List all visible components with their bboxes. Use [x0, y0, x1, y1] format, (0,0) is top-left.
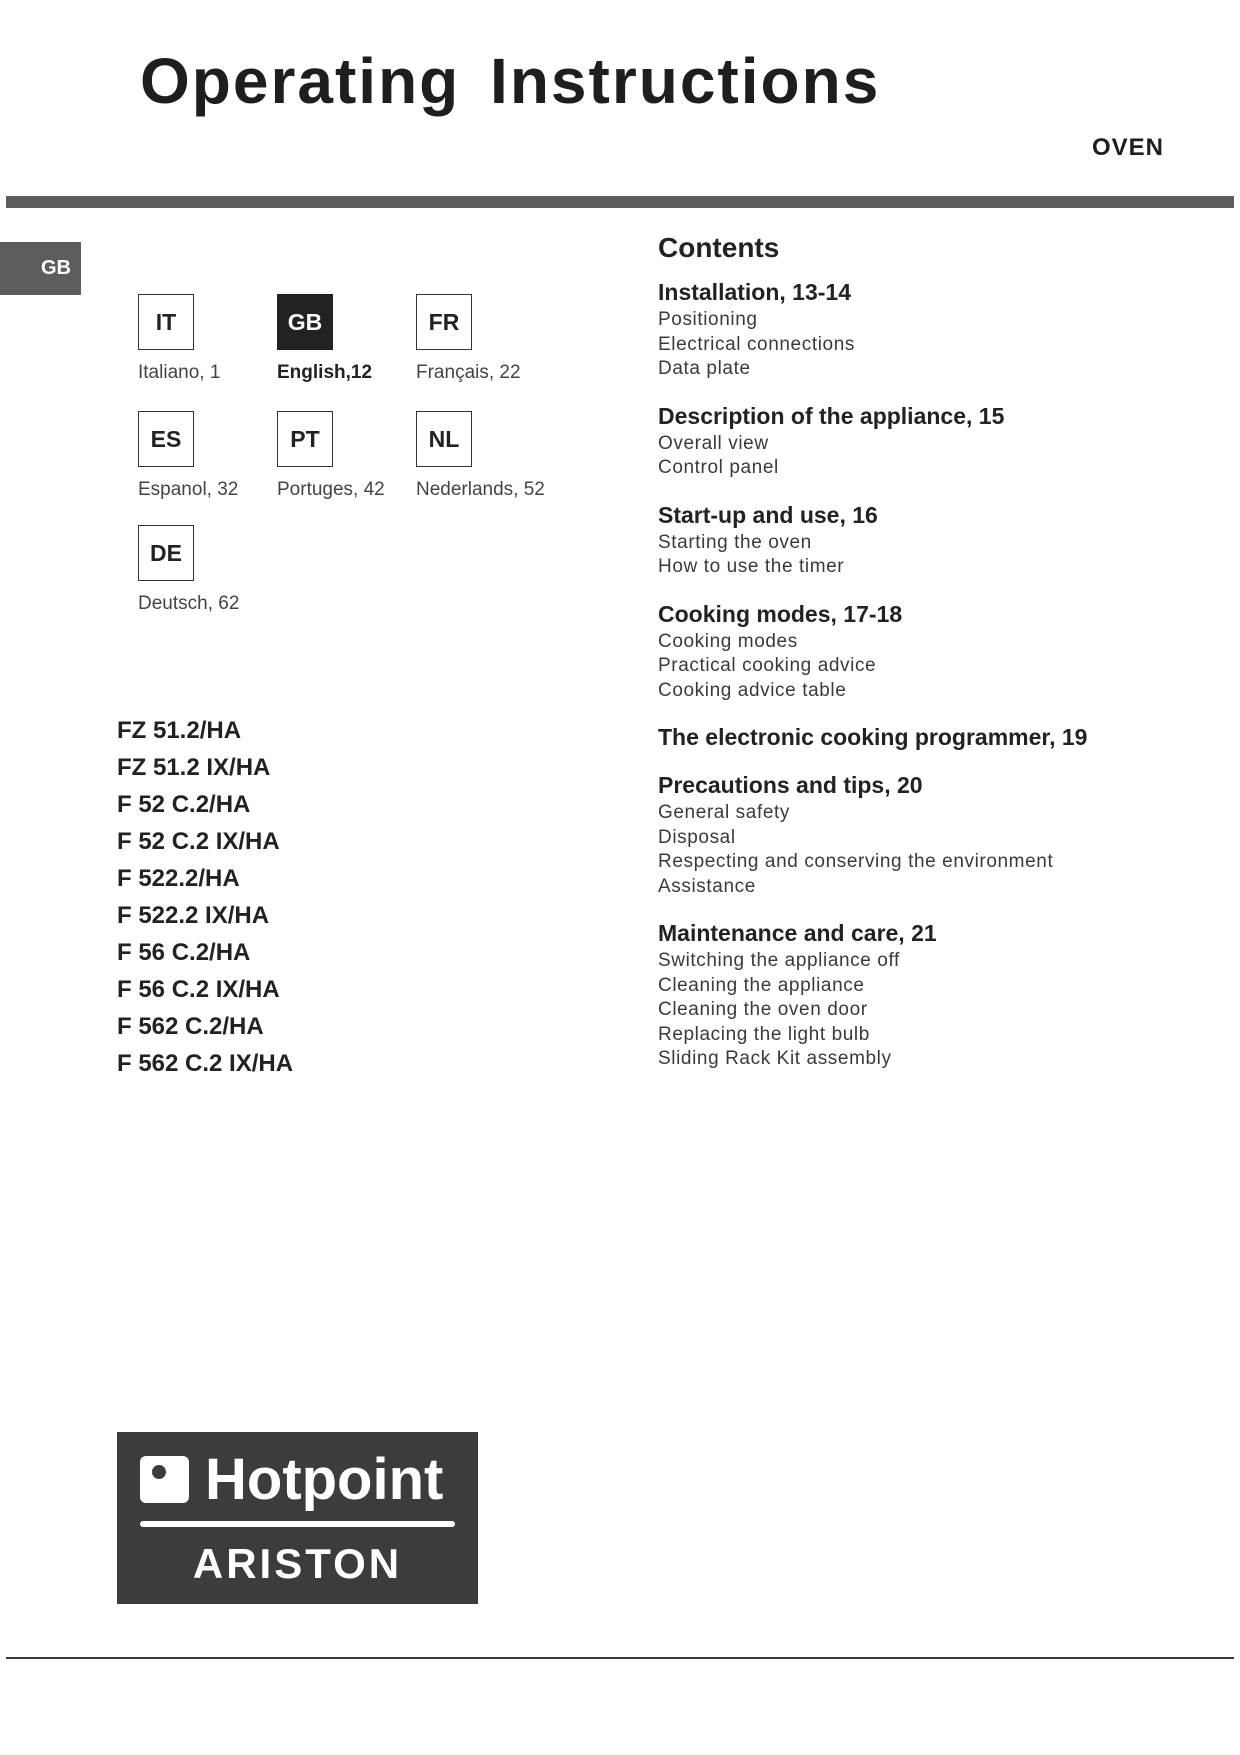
language-item-pt[interactable] [277, 411, 417, 501]
product-label: OVEN [1091, 134, 1164, 161]
toc-item[interactable]: Switching the appliance off [658, 950, 900, 971]
toc-section-title[interactable]: Cooking modes, 17-18 [658, 600, 903, 627]
model-number: F 522.2 IX/HA [117, 902, 270, 929]
toc-item[interactable]: Cleaning the appliance [658, 974, 865, 996]
hotpoint-ariston-logo [117, 1432, 478, 1604]
toc-item[interactable]: Cleaning the oven door [658, 999, 868, 1020]
toc-item[interactable]: Electrical connections [658, 333, 855, 355]
hotpoint-mark-icon [140, 1456, 189, 1503]
toc-item[interactable]: Overall view [658, 432, 769, 454]
language-side-tab-label: GB [41, 257, 71, 279]
language-code-box: GB [277, 294, 333, 350]
toc-section-programmer [658, 723, 1218, 751]
toc-section-startup [658, 501, 1218, 580]
logo-brand-text: Hotpoint [205, 1447, 444, 1512]
toc-item[interactable]: Cooking advice table [658, 679, 847, 701]
language-label: Français, 22 [416, 362, 521, 383]
language-label: Nederlands, 52 [416, 479, 545, 500]
language-code-box: NL [416, 411, 472, 467]
toc-item[interactable]: Respecting and conserving the environment [658, 851, 1054, 872]
toc-item[interactable]: Data plate [658, 358, 751, 379]
model-list [117, 712, 293, 1082]
toc-section-cooking-modes [658, 600, 1218, 704]
language-item-it[interactable] [138, 294, 278, 384]
language-label: Espanol, 32 [138, 479, 239, 500]
model-number: FZ 51.2/HA [117, 717, 242, 744]
toc-item[interactable]: Starting the oven [658, 531, 812, 553]
header-divider [6, 196, 1234, 208]
language-code-box: ES [138, 411, 194, 467]
language-item-es[interactable] [138, 411, 278, 501]
model-number: F 522.2/HA [117, 865, 240, 892]
toc-item[interactable]: Practical cooking advice [658, 655, 877, 676]
toc-item[interactable]: Cooking modes [658, 630, 798, 652]
toc-item[interactable]: Positioning [658, 309, 758, 330]
toc-section-installation [658, 278, 1218, 382]
toc-section-title[interactable]: Maintenance and care, 21 [658, 920, 937, 946]
language-item-nl[interactable] [416, 411, 556, 501]
language-side-tab [0, 242, 81, 295]
toc-section-maintenance [658, 919, 1218, 1072]
toc-section-precautions [658, 771, 1218, 899]
logo-sub-text: ARISTON [192, 1540, 403, 1587]
model-number: F 52 C.2/HA [117, 791, 251, 818]
model-number: F 56 C.2/HA [117, 939, 251, 966]
model-number: F 56 C.2 IX/HA [117, 976, 280, 1003]
language-code-box: DE [138, 525, 194, 581]
language-code-box: PT [277, 411, 333, 467]
language-label: English,12 [277, 362, 373, 383]
page-title: Operating Instructions [140, 45, 881, 117]
toc-section-title[interactable]: Precautions and tips, 20 [658, 772, 923, 798]
toc-item[interactable]: Replacing the light bulb [658, 1023, 870, 1045]
toc-item[interactable]: Control panel [658, 457, 779, 478]
toc-item[interactable]: Assistance [658, 875, 756, 897]
toc-item[interactable]: Sliding Rack Kit assembly [658, 1048, 892, 1069]
language-label: Portuges, 42 [277, 479, 385, 500]
table-of-contents [658, 232, 1218, 1092]
model-number: F 562 C.2 IX/HA [117, 1050, 294, 1077]
toc-item[interactable]: General safety [658, 802, 790, 823]
logo-divider [140, 1521, 455, 1527]
toc-section-description [658, 402, 1218, 481]
toc-item[interactable]: Disposal [658, 826, 736, 848]
footer-divider [6, 1657, 1234, 1659]
model-number: F 562 C.2/HA [117, 1013, 264, 1040]
toc-section-title[interactable]: Description of the appliance, 15 [658, 402, 1005, 429]
toc-section-title[interactable]: Installation, 13-14 [658, 279, 852, 305]
toc-item[interactable]: How to use the timer [658, 556, 845, 577]
language-label: Italiano, 1 [138, 362, 221, 383]
language-item-gb[interactable] [277, 294, 417, 384]
language-label: Deutsch, 62 [138, 593, 240, 614]
language-code-box: FR [416, 294, 472, 350]
toc-section-title[interactable]: The electronic cooking programmer, 19 [658, 724, 1088, 750]
model-number: FZ 51.2 IX/HA [117, 754, 271, 781]
toc-section-title[interactable]: Start-up and use, 16 [658, 501, 878, 528]
language-item-de[interactable] [138, 525, 278, 615]
language-code-box: IT [138, 294, 194, 350]
language-item-fr[interactable] [416, 294, 556, 384]
contents-heading: Contents [658, 232, 780, 263]
model-number: F 52 C.2 IX/HA [117, 828, 280, 855]
